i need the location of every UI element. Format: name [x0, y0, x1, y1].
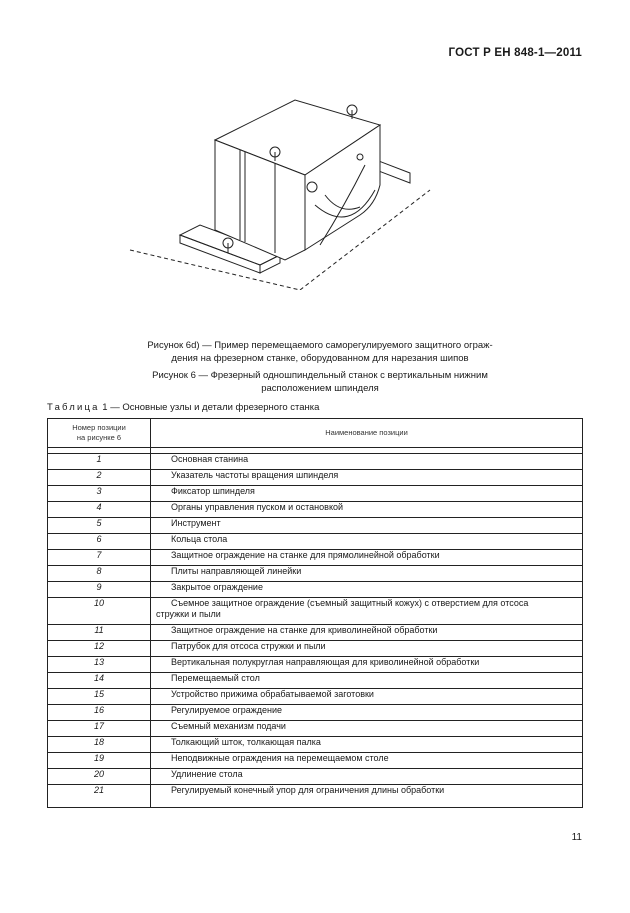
row-name	[151, 598, 583, 625]
table-row	[48, 518, 583, 534]
row-name: Патрубок для отсоса стружки и пыли	[151, 641, 583, 657]
parts-table	[47, 418, 583, 808]
table-row	[48, 454, 583, 470]
row-number: 17	[48, 721, 151, 737]
row-name: Устройство прижима обрабатываемой заготовки	[151, 689, 583, 705]
row-name: Регулируемое ограждение	[151, 705, 583, 721]
table-row	[48, 705, 583, 721]
row-name: Защитное ограждение на станке для криволинейной обработки	[151, 625, 583, 641]
row-number: 14	[48, 673, 151, 689]
row-name: Толкающий шток, толкающая палка	[151, 737, 583, 753]
row-name: Плиты направляющей линейки	[151, 566, 583, 582]
col-header-name: Наименование позиции	[151, 419, 583, 448]
table-title	[47, 402, 319, 413]
col-header-number	[48, 419, 151, 448]
table-row	[48, 582, 583, 598]
row-number: 4	[48, 502, 151, 518]
caption-line: расположением шпинделя	[261, 383, 379, 394]
caption-line: Рисунок 6 — Фрезерный одношпиндельный станок с вертикальным нижним	[152, 370, 488, 381]
row-number: 20	[48, 769, 151, 785]
row-number: 6	[48, 534, 151, 550]
row-name: Указатель частоты вращения шпинделя	[151, 470, 583, 486]
row-name: Инструмент	[151, 518, 583, 534]
table-row	[48, 689, 583, 705]
table-row	[48, 625, 583, 641]
figure-6d-caption	[60, 339, 580, 365]
document-code: ГОСТ Р ЕН 848-1—2011	[448, 47, 582, 59]
row-name: Защитное ограждение на станке для прямолинейной обработки	[151, 550, 583, 566]
table-row	[48, 566, 583, 582]
row-number: 11	[48, 625, 151, 641]
row-name: Удлинение стола	[151, 769, 583, 785]
row-name-line: Съемное защитное ограждение (съемный защитный кожух) с отверстием для отсоса	[171, 598, 529, 608]
table-row	[48, 737, 583, 753]
figure-6-caption	[60, 369, 580, 395]
row-name: Вертикальная полукруглая направляющая для криволинейной обработки	[151, 657, 583, 673]
table-row	[48, 657, 583, 673]
table-title-text: 1 — Основные узлы и детали фрезерного станка	[99, 402, 320, 413]
table-row	[48, 486, 583, 502]
row-name: Закрытое ограждение	[151, 582, 583, 598]
row-name: Основная станина	[151, 454, 583, 470]
col-header-line: Номер позиции	[72, 423, 126, 432]
row-number: 12	[48, 641, 151, 657]
row-name: Съемный механизм подачи	[151, 721, 583, 737]
row-name: Органы управления пуском и остановкой	[151, 502, 583, 518]
table-row	[48, 598, 583, 625]
row-number: 2	[48, 470, 151, 486]
row-name: Неподвижные ограждения на перемещаемом столе	[151, 753, 583, 769]
table-row	[48, 641, 583, 657]
row-number: 5	[48, 518, 151, 534]
row-number: 15	[48, 689, 151, 705]
caption-line: дения на фрезерном станке, оборудованном для нарезания шипов	[171, 353, 469, 364]
table-row	[48, 721, 583, 737]
row-number: 19	[48, 753, 151, 769]
table-row	[48, 673, 583, 689]
page-number: 11	[571, 832, 582, 843]
table-row	[48, 785, 583, 808]
row-number: 9	[48, 582, 151, 598]
table-row	[48, 502, 583, 518]
row-name: Фиксатор шпинделя	[151, 486, 583, 502]
row-name: Перемещаемый стол	[151, 673, 583, 689]
row-number: 13	[48, 657, 151, 673]
machine-guard-figure	[120, 95, 440, 290]
row-name: Кольца стола	[151, 534, 583, 550]
table-row	[48, 470, 583, 486]
caption-line: Рисунок 6d) — Пример перемещаемого саморегулируемого защитного ограж-	[147, 340, 493, 351]
table-title-label: Таблица	[47, 402, 100, 413]
row-number: 16	[48, 705, 151, 721]
row-number: 8	[48, 566, 151, 582]
row-number: 1	[48, 454, 151, 470]
col-header-line: на рисунке 6	[76, 433, 122, 442]
table-row	[48, 769, 583, 785]
row-name: Регулируемый конечный упор для ограничения длины обработки	[151, 785, 583, 808]
row-number: 18	[48, 737, 151, 753]
row-name-line: стружки и пыли	[156, 609, 221, 619]
table-row	[48, 550, 583, 566]
row-number: 3	[48, 486, 151, 502]
table-row	[48, 534, 583, 550]
row-number: 7	[48, 550, 151, 566]
row-number: 10	[48, 598, 151, 625]
table-row	[48, 753, 583, 769]
row-number: 21	[48, 785, 151, 808]
